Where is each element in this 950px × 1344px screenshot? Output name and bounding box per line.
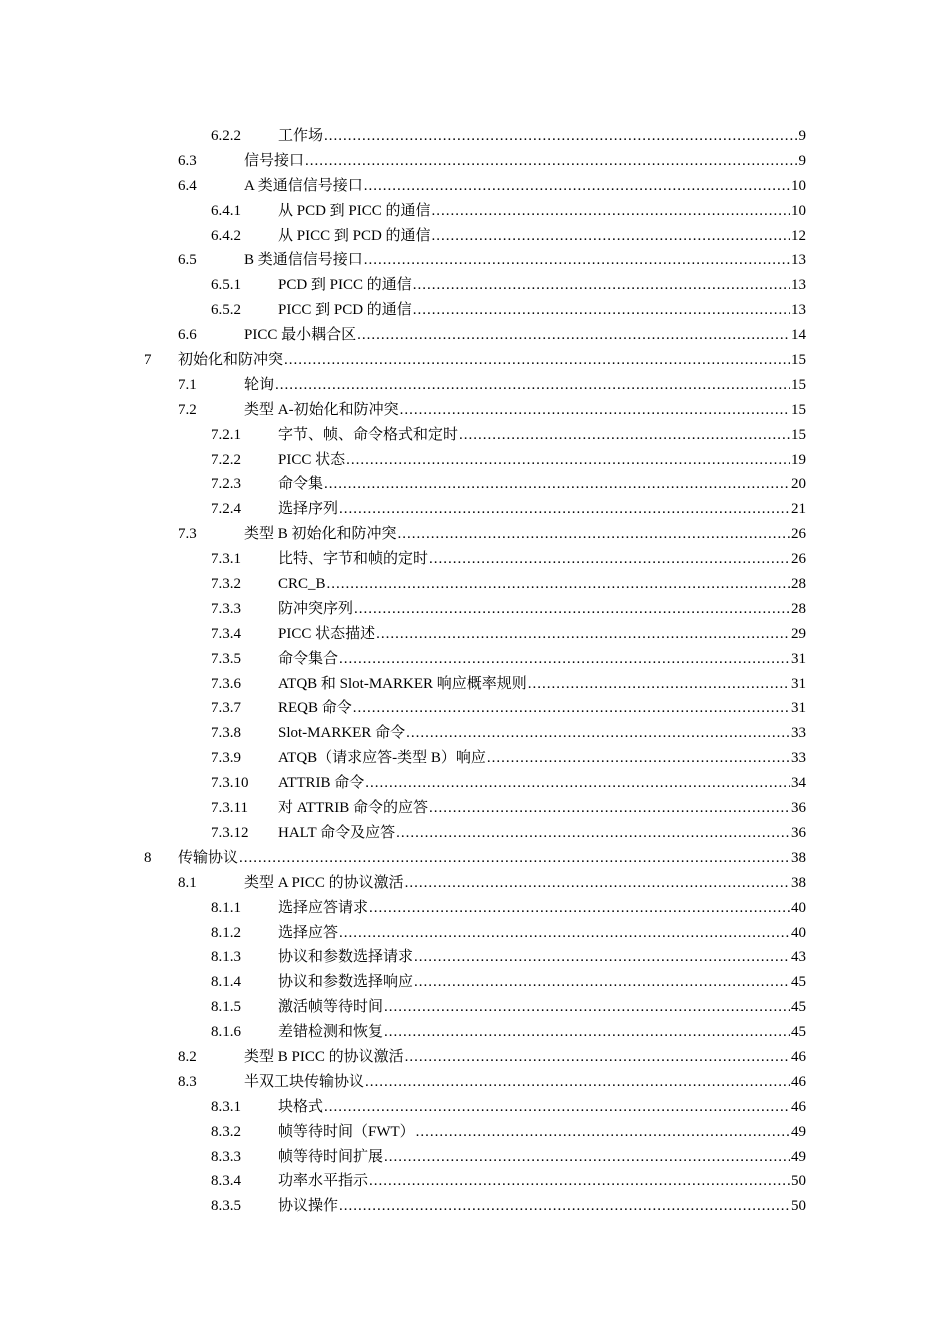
- toc-entry-page-number: 43: [791, 949, 806, 966]
- toc-dot-leader: [324, 124, 797, 149]
- toc-entry-title: 帧等待时间（FWT）: [278, 1123, 415, 1140]
- toc-entry-page-number: 13: [791, 277, 806, 294]
- toc-entry-title: 类型 A-初始化和防冲突: [244, 401, 399, 418]
- toc-entry-title: B 类通信信号接口: [244, 252, 363, 269]
- toc-entry-number: 8.3.1: [211, 1098, 241, 1115]
- toc-entry-line: [278, 1120, 806, 1145]
- toc-entry-title: PICC 到 PCD 的通信: [278, 302, 412, 319]
- toc-entry-title: 从 PICC 到 PCD 的通信: [278, 227, 431, 244]
- toc-entry-title: 协议和参数选择响应: [278, 974, 414, 991]
- toc-entry[interactable]: [0, 672, 950, 697]
- toc-entry[interactable]: [0, 1045, 950, 1070]
- toc-entry[interactable]: [0, 448, 950, 473]
- toc-dot-leader: [324, 1095, 790, 1120]
- toc-dot-leader: [487, 746, 790, 771]
- toc-entry-number: 6.4: [178, 177, 197, 194]
- toc-entry-line: [244, 248, 806, 273]
- toc-entry[interactable]: [0, 298, 950, 323]
- toc-entry-number: 7: [144, 352, 152, 369]
- toc-entry-number: 6.5.2: [211, 302, 241, 319]
- toc-entry-page-number: 49: [791, 1123, 806, 1140]
- toc-entry-number: 7.3.1: [211, 551, 241, 568]
- toc-entry-line: [278, 547, 806, 572]
- toc-entry[interactable]: [0, 1169, 950, 1194]
- toc-dot-leader: [365, 771, 790, 796]
- toc-entry[interactable]: [0, 995, 950, 1020]
- toc-entry-page-number: 20: [791, 476, 806, 493]
- toc-entry-line: [244, 522, 806, 547]
- toc-entry-page-number: 9: [798, 152, 806, 169]
- toc-entry[interactable]: [0, 871, 950, 896]
- toc-entry-line: [278, 1169, 806, 1194]
- toc-entry-number: 6.6: [178, 327, 197, 344]
- toc-entry-number: 7.2.1: [211, 426, 241, 443]
- toc-dot-leader: [364, 248, 790, 273]
- toc-dot-leader: [364, 174, 790, 199]
- toc-entry-title: PICC 状态: [278, 451, 346, 468]
- toc-entry-page-number: 33: [791, 725, 806, 742]
- toc-dot-leader: [365, 1070, 790, 1095]
- toc-entry[interactable]: [0, 572, 950, 597]
- toc-entry-line: [178, 846, 806, 871]
- toc-entry-page-number: 40: [791, 924, 806, 941]
- toc-entry-line: [278, 945, 806, 970]
- toc-entry[interactable]: [0, 945, 950, 970]
- toc-entry-title: 命令集: [278, 476, 324, 493]
- toc-entry-line: [278, 224, 806, 249]
- toc-entry[interactable]: [0, 721, 950, 746]
- toc-dot-leader: [354, 597, 790, 622]
- toc-entry-page-number: 36: [791, 824, 806, 841]
- toc-entry-number: 8.3.3: [211, 1148, 241, 1165]
- toc-entry-line: [278, 821, 806, 846]
- toc-entry-page-number: 38: [791, 874, 806, 891]
- toc-entry-number: 6.4.2: [211, 227, 241, 244]
- toc-entry[interactable]: [0, 821, 950, 846]
- toc-entry-number: 8.3.4: [211, 1173, 241, 1190]
- toc-entry-title: 块格式: [278, 1098, 324, 1115]
- toc-entry-number: 7.2: [178, 401, 197, 418]
- toc-entry[interactable]: [0, 622, 950, 647]
- toc-entry[interactable]: [0, 647, 950, 672]
- toc-entry-line: [278, 497, 806, 522]
- toc-entry-line: [178, 348, 806, 373]
- toc-dot-leader: [376, 622, 790, 647]
- toc-entry-title: A 类通信信号接口: [244, 177, 363, 194]
- toc-entry[interactable]: [0, 896, 950, 921]
- toc-entry-page-number: 15: [791, 352, 806, 369]
- toc-entry[interactable]: [0, 1120, 950, 1145]
- toc-entry-page-number: 15: [791, 426, 806, 443]
- toc-dot-leader: [414, 970, 790, 995]
- toc-entry[interactable]: [0, 323, 950, 348]
- toc-entry[interactable]: [0, 248, 950, 273]
- toc-entry-title: 协议操作: [278, 1198, 339, 1215]
- toc-entry-number: 7.3.6: [211, 675, 241, 692]
- toc-dot-leader: [284, 348, 790, 373]
- toc-entry-page-number: 29: [791, 625, 806, 642]
- toc-entry-page-number: 31: [791, 675, 806, 692]
- toc-entry-page-number: 46: [791, 1048, 806, 1065]
- toc-entry-number: 7.3: [178, 526, 197, 543]
- toc-entry-page-number: 49: [791, 1148, 806, 1165]
- toc-entry-number: 8: [144, 849, 152, 866]
- toc-entry-number: 8.1.5: [211, 999, 241, 1016]
- toc-entry-page-number: 28: [791, 600, 806, 617]
- toc-entry-number: 8.3.2: [211, 1123, 241, 1140]
- toc-entry-page-number: 10: [791, 202, 806, 219]
- toc-entry-number: 6.4.1: [211, 202, 241, 219]
- toc-entry[interactable]: [0, 970, 950, 995]
- toc-entry-page-number: 10: [791, 177, 806, 194]
- toc-entry-page-number: 26: [791, 551, 806, 568]
- toc-entry-number: 7.3.3: [211, 600, 241, 617]
- toc-entry-number: 6.3: [178, 152, 197, 169]
- toc-entry-title: 选择应答请求: [278, 899, 369, 916]
- toc-entry-number: 7.3.9: [211, 750, 241, 767]
- toc-entry[interactable]: [0, 273, 950, 298]
- toc-entry[interactable]: [0, 796, 950, 821]
- toc-dot-leader: [327, 572, 790, 597]
- toc-dot-leader: [353, 696, 790, 721]
- toc-entry-page-number: 13: [791, 252, 806, 269]
- toc-entry-title: 类型 A PICC 的协议激活: [244, 874, 404, 891]
- toc-entry-title: ATQB（请求应答-类型 B）响应: [278, 750, 486, 767]
- toc-entry-page-number: 14: [791, 327, 806, 344]
- toc-entry[interactable]: [0, 846, 950, 871]
- toc-entry-line: [278, 696, 806, 721]
- toc-dot-leader: [432, 199, 790, 224]
- toc-entry[interactable]: [0, 472, 950, 497]
- toc-entry-line: [244, 871, 806, 896]
- toc-entry[interactable]: [0, 423, 950, 448]
- toc-entry-title: 选择应答: [278, 924, 339, 941]
- toc-entry-line: [278, 273, 806, 298]
- toc-entry-line: [244, 1070, 806, 1095]
- toc-entry[interactable]: [0, 373, 950, 398]
- toc-entry-title: PICC 最小耦合区: [244, 327, 357, 344]
- toc-entry-line: [278, 921, 806, 946]
- toc-entry-title: 半双工块传输协议: [244, 1073, 365, 1090]
- toc-entry[interactable]: [0, 398, 950, 423]
- toc-entry-page-number: 50: [791, 1173, 806, 1190]
- toc-entry-number: 8.2: [178, 1048, 197, 1065]
- toc-entry-line: [278, 721, 806, 746]
- toc-entry-line: [278, 472, 806, 497]
- toc-entry-title: 初始化和防冲突: [178, 352, 284, 369]
- toc-entry-line: [278, 970, 806, 995]
- toc-entry-number: 7.3.10: [211, 775, 249, 792]
- toc-dot-leader: [384, 1020, 790, 1045]
- toc-entry-line: [244, 149, 806, 174]
- toc-entry-line: [278, 572, 806, 597]
- toc-entry-page-number: 28: [791, 576, 806, 593]
- toc-entry-page-number: 15: [791, 376, 806, 393]
- toc-dot-leader: [432, 224, 790, 249]
- toc-dot-leader: [339, 647, 790, 672]
- toc-entry-number: 8.1: [178, 874, 197, 891]
- toc-entry[interactable]: [0, 174, 950, 199]
- toc-entry-title: 激活帧等待时间: [278, 999, 384, 1016]
- toc-entry-title: 工作场: [278, 128, 324, 144]
- toc-entry-title: ATTRIB 命令: [278, 775, 365, 792]
- toc-dot-leader: [429, 547, 790, 572]
- toc-entry-title: 类型 B 初始化和防冲突: [244, 526, 397, 543]
- toc-entry-line: [278, 298, 806, 323]
- toc-entry[interactable]: [0, 1145, 950, 1170]
- toc-entry-page-number: 15: [791, 401, 806, 418]
- toc-entry-number: 7.3.2: [211, 576, 241, 593]
- toc-entry[interactable]: [0, 149, 950, 174]
- toc-entry-number: 7.3.11: [211, 800, 248, 817]
- toc-entry-page-number: 9: [798, 128, 806, 144]
- toc-entry-title: 选择序列: [278, 501, 339, 518]
- toc-entry-page-number: 19: [791, 451, 806, 468]
- toc-dot-leader: [339, 497, 790, 522]
- toc-entry-page-number: 45: [791, 974, 806, 991]
- toc-entry[interactable]: [0, 124, 950, 149]
- toc-dot-leader: [346, 448, 790, 473]
- toc-entry-line: [278, 672, 806, 697]
- toc-entry-number: 6.5: [178, 252, 197, 269]
- toc-entry-line: [278, 124, 806, 149]
- toc-dot-leader: [324, 472, 790, 497]
- toc-entry-title: PICC 状态描述: [278, 625, 376, 642]
- toc-entry-line: [278, 1145, 806, 1170]
- toc-entry-line: [244, 323, 806, 348]
- toc-entry-page-number: 21: [791, 501, 806, 518]
- table-of-contents: [0, 124, 950, 1219]
- toc-entry-line: [244, 174, 806, 199]
- toc-entry[interactable]: [0, 547, 950, 572]
- toc-entry-line: [278, 896, 806, 921]
- toc-entry[interactable]: [0, 921, 950, 946]
- toc-entry-line: [278, 796, 806, 821]
- toc-entry-title: 轮询: [244, 376, 275, 393]
- toc-entry-title: Slot-MARKER 命令: [278, 725, 406, 742]
- toc-entry-number: 8.1.1: [211, 899, 241, 916]
- toc-entry[interactable]: [0, 497, 950, 522]
- toc-dot-leader: [400, 398, 790, 423]
- toc-dot-leader: [384, 1145, 790, 1170]
- toc-entry-line: [244, 1045, 806, 1070]
- toc-entry-line: [278, 597, 806, 622]
- toc-entry-number: 7.2.2: [211, 451, 241, 468]
- toc-entry-page-number: 31: [791, 700, 806, 717]
- toc-entry-number: 8.3: [178, 1073, 197, 1090]
- toc-entry-page-number: 34: [791, 775, 806, 792]
- toc-entry-title: PCD 到 PICC 的通信: [278, 277, 412, 294]
- toc-entry-page-number: 38: [791, 849, 806, 866]
- toc-entry-number: 8.1.2: [211, 924, 241, 941]
- toc-entry-number: 6.2.2: [211, 128, 241, 144]
- toc-entry-title: 传输协议: [178, 849, 239, 866]
- toc-dot-leader: [413, 298, 790, 323]
- toc-entry-page-number: 46: [791, 1098, 806, 1115]
- toc-entry-number: 8.1.4: [211, 974, 241, 991]
- toc-dot-leader: [369, 1169, 790, 1194]
- toc-entry-title: 差错检测和恢复: [278, 1024, 384, 1041]
- toc-entry-title: 对 ATTRIB 命令的应答: [278, 800, 429, 817]
- toc-entry-line: [278, 647, 806, 672]
- toc-entry-title: 帧等待时间扩展: [278, 1148, 384, 1165]
- toc-entry-line: [278, 746, 806, 771]
- toc-entry[interactable]: [0, 1070, 950, 1095]
- toc-entry-title: 从 PCD 到 PICC 的通信: [278, 202, 431, 219]
- toc-dot-leader: [339, 921, 790, 946]
- toc-dot-leader: [239, 846, 790, 871]
- toc-entry-title: 比特、字节和帧的定时: [278, 551, 429, 568]
- toc-entry-page-number: 36: [791, 800, 806, 817]
- toc-entry[interactable]: [0, 199, 950, 224]
- toc-entry[interactable]: [0, 746, 950, 771]
- toc-entry[interactable]: [0, 522, 950, 547]
- toc-entry[interactable]: [0, 1095, 950, 1120]
- toc-dot-leader: [405, 1045, 790, 1070]
- toc-dot-leader: [406, 721, 790, 746]
- toc-entry[interactable]: [0, 348, 950, 373]
- toc-entry-number: 7.3.8: [211, 725, 241, 742]
- toc-dot-leader: [357, 323, 790, 348]
- toc-entry[interactable]: [0, 1020, 950, 1045]
- toc-entry-title: 类型 B PICC 的协议激活: [244, 1048, 404, 1065]
- toc-entry-line: [278, 448, 806, 473]
- toc-entry-title: 协议和参数选择请求: [278, 949, 414, 966]
- toc-entry-number: 8.1.3: [211, 949, 241, 966]
- toc-entry-number: 7.2.3: [211, 476, 241, 493]
- toc-entry-title: 命令集合: [278, 650, 339, 667]
- toc-entry-page-number: 50: [791, 1198, 806, 1215]
- toc-entry-title: 字节、帧、命令格式和定时: [278, 426, 459, 443]
- toc-dot-leader: [405, 871, 790, 896]
- toc-entry-line: [278, 622, 806, 647]
- toc-entry-title: CRC_B: [278, 576, 326, 593]
- toc-entry-page-number: 45: [791, 1024, 806, 1041]
- toc-entry-title: REQB 命令: [278, 700, 352, 717]
- toc-entry-page-number: 46: [791, 1073, 806, 1090]
- toc-dot-leader: [528, 672, 790, 697]
- toc-entry-line: [244, 398, 806, 423]
- toc-entry-line: [278, 995, 806, 1020]
- toc-entry-title: 信号接口: [244, 152, 305, 169]
- toc-entry-line: [278, 199, 806, 224]
- toc-entry-line: [244, 373, 806, 398]
- toc-entry-page-number: 40: [791, 899, 806, 916]
- toc-entry-number: 7.1: [178, 376, 197, 393]
- toc-entry-title: 防冲突序列: [278, 600, 354, 617]
- toc-entry-page-number: 12: [791, 227, 806, 244]
- toc-entry-number: 8.3.5: [211, 1198, 241, 1215]
- toc-dot-leader: [459, 423, 790, 448]
- toc-entry-title: ATQB 和 Slot-MARKER 响应概率规则: [278, 675, 527, 692]
- toc-entry-title: 功率水平指示: [278, 1173, 369, 1190]
- toc-entry-number: 6.5.1: [211, 277, 241, 294]
- toc-entry-line: [278, 423, 806, 448]
- toc-dot-leader: [339, 1194, 790, 1219]
- toc-entry[interactable]: [0, 224, 950, 249]
- toc-dot-leader: [305, 149, 797, 174]
- toc-entry[interactable]: [0, 771, 950, 796]
- toc-entry-number: 7.2.4: [211, 501, 241, 518]
- toc-dot-leader: [429, 796, 790, 821]
- toc-entry[interactable]: [0, 1194, 950, 1219]
- toc-entry[interactable]: [0, 696, 950, 721]
- toc-dot-leader: [413, 273, 790, 298]
- toc-entry-page-number: 31: [791, 650, 806, 667]
- toc-dot-leader: [384, 995, 790, 1020]
- toc-entry-number: 8.1.6: [211, 1024, 241, 1041]
- toc-dot-leader: [396, 821, 790, 846]
- toc-dot-leader: [369, 896, 790, 921]
- toc-entry[interactable]: [0, 597, 950, 622]
- toc-entry-number: 7.3.5: [211, 650, 241, 667]
- toc-entry-title: HALT 命令及应答: [278, 824, 396, 841]
- toc-entry-line: [278, 1095, 806, 1120]
- toc-entry-line: [278, 771, 806, 796]
- toc-entry-page-number: 45: [791, 999, 806, 1016]
- toc-entry-number: 7.3.4: [211, 625, 241, 642]
- toc-entry-page-number: 13: [791, 302, 806, 319]
- toc-dot-leader: [398, 522, 790, 547]
- toc-dot-leader: [275, 373, 790, 398]
- toc-entry-line: [278, 1194, 806, 1219]
- toc-entry-page-number: 33: [791, 750, 806, 767]
- toc-entry-line: [278, 1020, 806, 1045]
- toc-entry-page-number: 26: [791, 526, 806, 543]
- toc-dot-leader: [414, 945, 790, 970]
- toc-dot-leader: [416, 1120, 790, 1145]
- toc-entry-number: 7.3.12: [211, 824, 249, 841]
- toc-entry-number: 7.3.7: [211, 700, 241, 717]
